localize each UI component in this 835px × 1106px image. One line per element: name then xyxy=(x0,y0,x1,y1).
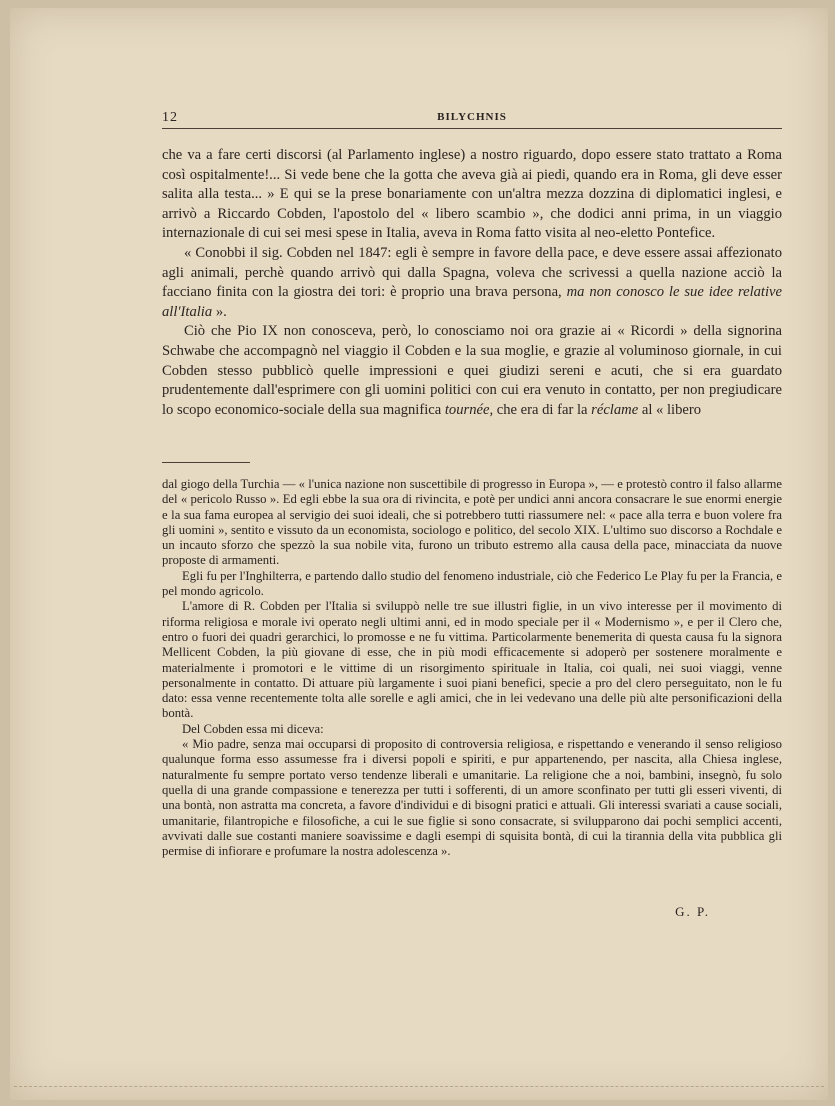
footnote-paragraph-1: dal giogo della Turchia — « l'unica nazione non suscettibile di progresso in Europa », — e protestò contro il falso allarme del « pericolo Russo ». Ed egli ebbe la sua ora di rivincita, e potè per undici anni ancora consacrare le sue enormi energie e la sua fama europea al servigio dei suoi ideali, che si potrebbero tutti riassumere nel: « pace alla terra e buon volere fra gli uomini », sentito e vissuto da un economista, sociologo e politico, del secolo XIX. L'ultimo suo discorso a Rochdale e un incauto sforzo che spezzò la sua nobile vita, furono un tributo estremo alla causa della pace, minacciata da nuove proposte di armamenti. xyxy=(162,477,782,568)
paragraph-3-italic-reclame: réclame xyxy=(591,401,639,418)
paragraph-3-start: Ciò che Pio IX non conosceva, però, lo conosciamo noi ora grazie ai « Ricordi » della signorina Schwabe che accompagnò nel viaggio il Cobden e la sua moglie, e grazie al voluminoso giornale, in cui Cobden stesso pubblicò quelle impressioni e quei giudizi sereni e acuti, che si era guardato prudentemente dall'esprimere con gli uomini politici con cui era venuto in contatto, per non pregiudicare lo scopo economico-sociale della sua magnifica xyxy=(162,323,782,418)
paragraph-3-end: al « libero xyxy=(641,401,702,418)
footnote-paragraph-5: « Mio padre, senza mai occuparsi di proposito di controversia religiosa, e rispettando e venerando il senso religioso qualunque forma esso assumesse fra i diversi popoli e spiriti, e pur appartenendo, per nascita, alla Chiesa inglese, naturalmente fu sempre portato verso tendenze liberali e umanitarie. La religione che a noi, bambini, insegnò, fu solo quella di una grande compassione e tenerezza per tutti i sofferenti, di un amore sconfinato per tutti gli esseri viventi, di una bontà, non astratta ma concreta, a favore d'individui e di bisogni pratici e attuali. Gli interessi svariati a cause sociali, umanitarie, filantropiche e filosofiche, a cui le sue figlie si sono consacrate, si svilupparono dai pochi semplici accenti, avvivati dalle sue costanti maniere soavissime e dagli esempi di squisita bontà, di cui la tirannia della vita pubblica gli permise di infiorare e profumare la nostra adolescenza ». xyxy=(162,737,782,859)
footnote-text xyxy=(162,477,782,859)
paragraph-3-italic-tournee: tournée, xyxy=(444,401,494,418)
header-rule xyxy=(162,128,782,129)
paragraph-2-end: ». xyxy=(215,303,227,320)
footnote-paragraph-3: L'amore di R. Cobden per l'Italia si sviluppò nelle tre sue illustri figlie, in un vivo interesse per il movimento di riforma religiosa e morale ivi operato negli ultimi anni, ed in modo speciale per il « Modernismo », e per il Clero che, entro o fuori dei quadri gerarchici, lo promosse e ne fu vittima. Particolarmente benemerita di questa causa fu la signora Mellicent Cobden, la più giovane di esse, che in più modi efficacemente si adoperò per sostenere moralmente e materialmente i promotori e le vittime di un risorgimento spirituale in Italia, coi quali, nei suoi viaggi, venne personalmente in contatto. Di attuare più largamente i suoi piani benefici, specie a pro del clero perseguitato, non le fu dato: essa venne recentemente tolta alle sorelle e agli amici, che in lei vedevano una delle più alte personificazioni della bontà. xyxy=(162,599,782,721)
paragraph-3 xyxy=(162,322,782,420)
paragraph-3-mid: che era di far la xyxy=(496,401,588,418)
footnote-paragraph-4: Del Cobden essa mi diceva: xyxy=(182,721,324,736)
running-title: BILYCHNIS xyxy=(437,111,507,123)
footnote-rule xyxy=(162,462,250,463)
main-text xyxy=(162,146,782,420)
page-number: 12 xyxy=(162,110,178,125)
signature: G. P. xyxy=(675,904,710,919)
paragraph-2 xyxy=(162,244,782,322)
page-header xyxy=(162,110,782,130)
paragraph-1: che va a fare certi discorsi (al Parlamento inglese) a nostro riguardo, dopo essere stato trattato a Roma così ospitalmente!... Si vede bene che la gotta che aveva già ai piedi, quando era in Roma, gli deve esser salita alla testa... » E qui se la prese bonariamente con un'altra mezza dozzina di diplomatici inglesi, e arrivò a Riccardo Cobden, l'apostolo del « libero scambio », che dodici anni prima, in un viaggio internazionale di cui sei mesi spese in Italia, aveva in Roma fatto visita al neo-eletto Pontefice. xyxy=(162,147,782,242)
page-edge-mark xyxy=(14,1086,824,1087)
footnote-paragraph-2: Egli fu per l'Inghilterra, e partendo dallo studio del fenomeno industriale, ciò che Federico Le Play fu per la Francia, e pel mondo agricolo. xyxy=(162,568,782,599)
paragraph-2-start: « Conobbi il sig. Cobden nel 1847: egli è sempre in favore della pace, e deve essere assai affezionato agli animali, perchè quando arrivò qui dalla Spagna, voleva che scrivessi a quella nazione acciò la facciano finita con la giostra dei tori: è proprio una brava persona, xyxy=(162,244,782,301)
paragraph-2-italic: ma non conosco le sue idee relative all'Italia xyxy=(162,284,783,320)
